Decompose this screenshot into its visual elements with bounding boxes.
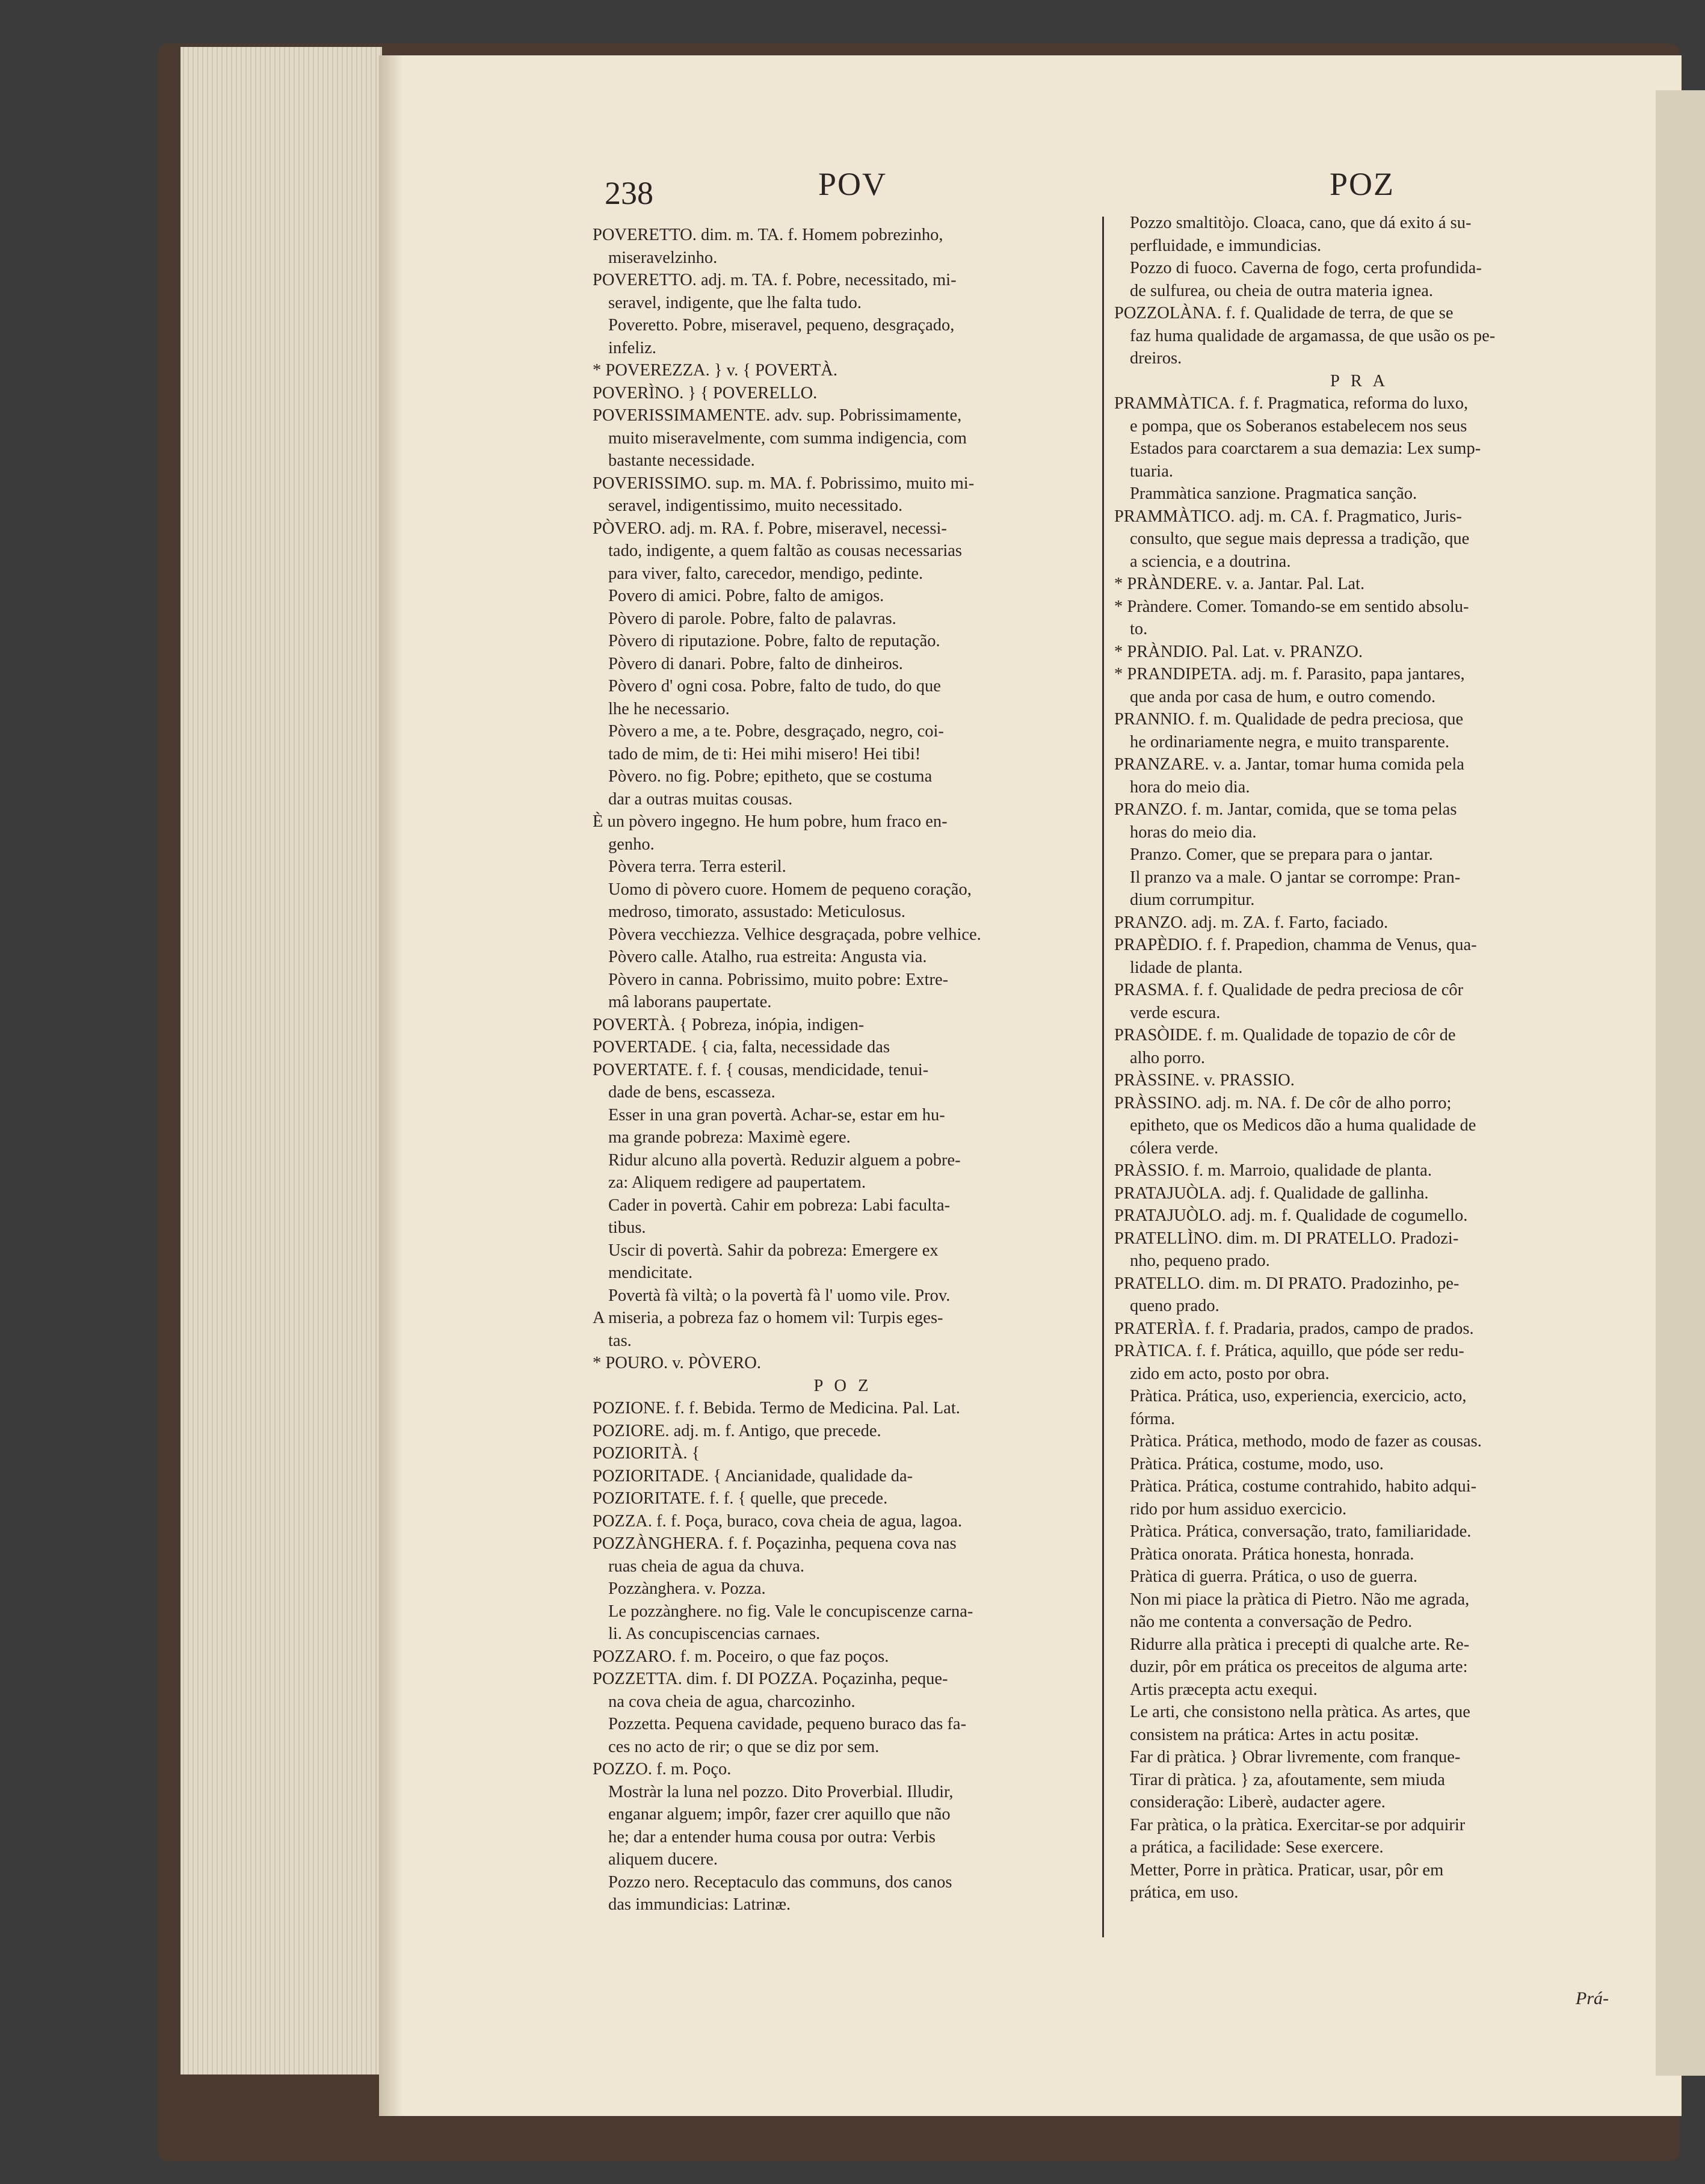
entry-line: Metter, Porre in pràtica. Praticar, usar, pôr em [1130,1860,1444,1880]
entry-line: não me contenta a conversação de Pedro. [1130,1612,1413,1631]
entry-line: tas. [608,1331,632,1350]
entry-line: PRÀSSIO. f. m. Marroio, qualidade de planta. [1114,1161,1432,1180]
entry-line: li. As concupiscencias carnaes. [608,1624,821,1643]
entry-line: Pòvero in canna. Pobrissimo, muito pobre: Extre- [608,970,949,989]
entry-line: ruas cheia de agua da chuva. [608,1556,804,1576]
entry-line: consulto, que segue mais depressa a tradição, que [1130,529,1470,548]
entry-line: alho porro. [1130,1048,1206,1067]
entry-line: Povero di amici. Pobre, falto de amigos. [608,587,884,605]
entry-line: Ridur alcuno alla povertà. Reduzir alguem a pobre- [608,1150,961,1170]
entry-line: * POURO. v. PÒVERO. [593,1354,762,1372]
entry-line: nho, pequeno prado. [1130,1251,1270,1270]
entry-line: to. [1130,620,1148,638]
left-column [593,224,1093,1916]
entry-line: * PRÀNDERE. v. a. Jantar. Pal. Lat. [1114,575,1365,593]
entry-line: POVERÌNO. } { POVERELLO. [593,383,818,403]
entry-line: muito miseravelmente, com summa indigencia, com [608,428,967,448]
entry-line: das immundicias: Latrinæ. [608,1895,791,1914]
entry-line: PRATELLO. dim. m. DI PRATO. Pradozinho, pe- [1114,1274,1460,1293]
entry-line: Le arti, che consistono nella pràtica. As artes, que [1130,1703,1470,1721]
entry-line: Esser in una gran povertà. Achar-se, estar em hu- [608,1105,945,1124]
entry-line: Estados para coarctarem a sua demazia: Lex sump- [1130,439,1481,458]
entry-line: cólera verde. [1130,1138,1219,1158]
entry-line: POVERETTO. adj. m. TA. f. Pobre, necessitado, mi- [593,271,957,289]
entry-line: miseravelzinho. [608,248,718,267]
entry-line: consistem na prática: Artes in actu positæ. [1130,1725,1419,1744]
entry-line: POZZOLÀNA. f. f. Qualidade de terra, de que se [1114,304,1454,322]
right-column [1114,212,1605,1904]
entry-line: P O Z [813,1376,872,1395]
entry-line: POZIORITADE. { Ancianidade, qualidade da- [593,1466,913,1485]
entry-line: * PRANDIPETA. adj. m. f. Parasito, papa jantares, [1114,665,1465,683]
entry-line: mâ laborans paupertate. [608,993,772,1011]
entry-line: dade de bens, escasseza. [608,1083,775,1102]
entry-line: Uomo di pòvero cuore. Homem de pequeno coração, [608,880,972,899]
entry-line: lidade de planta. [1130,958,1243,977]
entry-line: PRANZO. adj. m. ZA. f. Farto, faciado. [1114,913,1389,932]
entry-line: Pràtica. Prática, conversação, trato, familiaridade. [1130,1522,1472,1541]
entry-line: tibus. [608,1218,646,1237]
entry-line: epitheto, que os Medicos dão a huma qualidade de [1130,1116,1476,1135]
entry-line: * POVEREZZA. } v. { POVERTÀ. [593,361,837,380]
entry-line: È un pòvero ingegno. He hum pobre, hum fraco en- [593,812,948,831]
entry-line: tuaria. [1130,461,1174,481]
entry-line: he ordinariamente negra, e muito transparente. [1130,732,1449,751]
entry-line: Far di pràtica. } Obrar livremente, com franque- [1130,1748,1461,1766]
entry-line: Pràtica di guerra. Prática, o uso de guerra. [1130,1567,1417,1586]
entry-line: duzir, pôr em prática os preceitos de alguma arte: [1130,1658,1468,1676]
entry-line: verde escura. [1130,1003,1221,1022]
entry-line: horas do meio dia. [1130,822,1257,842]
entry-line: POZZA. f. f. Poça, buraco, cova cheia de agua, lagoa. [593,1511,963,1531]
entry-line: zido em acto, posto por obra. [1130,1364,1330,1383]
entry-line: POZIORITATE. f. f. { quelle, que precede. [593,1489,888,1508]
entry-line: POVERETTO. dim. m. TA. f. Homem pobrezinho, [593,226,943,244]
entry-line: POZZÀNGHERA. f. f. Poçazinha, pequena cova nas [593,1534,957,1553]
entry-line: Pòvero d' ogni cosa. Pobre, falto de tudo, do que [608,677,941,696]
entry-line: Il pranzo va a male. O jantar se corrompe: Pran- [1130,868,1461,887]
entry-line: PRATELLÌNO. dim. m. DI PRATELLO. Pradozi- [1114,1229,1459,1248]
entry-line: * Pràndere. Comer. Tomando-se em sentido absolu- [1114,597,1469,616]
entry-line: Pòvera terra. Terra esteril. [608,857,786,876]
entry-line: Pòvero. no fig. Pobre; epitheto, que se costuma [608,767,933,786]
entry-line: PÒVERO. adj. m. RA. f. Pobre, miseravel, necessi- [593,519,947,538]
entry-line: Le pozzànghere. no fig. Vale le concupiscenze carna- [608,1602,973,1621]
entry-line: POZIORITÀ. { [593,1444,700,1463]
entry-line: tado de mim, de ti: Hei mihi misero! Hei tibi! [608,744,921,763]
entry-line: POZZETTA. dim. f. DI POZZA. Poçazinha, peque- [593,1670,948,1688]
entry-line: PRATERÌA. f. f. Pradaria, prados, campo de prados. [1114,1319,1474,1338]
entry-line: za: Aliquem redigere ad paupertatem. [608,1173,866,1192]
entry-line: PRANNIO. f. m. Qualidade de pedra preciosa, que [1114,710,1464,729]
entry-line: dium corrumpitur. [1130,890,1255,909]
entry-line: Pòvero di riputazione. Pobre, falto de reputação. [608,632,940,650]
entry-line: Poveretto. Pobre, miseravel, pequeno, desgraçado, [608,316,955,335]
entry-line: que anda por casa de hum, e outro comendo. [1130,687,1436,706]
entry-line: PRATAJUÒLA. adj. f. Qualidade de gallinha. [1114,1183,1429,1203]
page-gutter [379,55,403,2116]
entry-line: Cader in povertà. Cahir em pobreza: Labi faculta- [608,1195,951,1215]
entry-line: Pòvero di parole. Pobre, falto de palavras. [608,609,896,628]
entry-line: Pràtica. Prática, methodo, modo de fazer as cousas. [1130,1432,1482,1451]
entry-line: e pompa, que os Soberanos estabelecem nos seus [1130,416,1467,436]
entry-line: Mostràr la luna nel pozzo. Dito Proverbial. Illudir, [608,1782,954,1801]
entry-line: lhe he necessario. [608,699,730,718]
entry-line: infeliz. [608,338,656,357]
entry-line: PRÀSSINE. v. PRASSIO. [1114,1071,1295,1090]
page-number: 238 [605,175,653,211]
entry-line: A miseria, a pobreza faz o homem vil: Turpis eges- [593,1309,943,1327]
entry-line: Pràtica. Prática, uso, experiencia, exercicio, acto, [1130,1387,1467,1405]
entry-line: Pozzetta. Pequena cavidade, pequeno buraco das fa- [608,1715,967,1733]
entry-line: seravel, indigente, que lhe falta tudo. [608,293,862,312]
entry-line: Povertà fà viltà; o la povertà fà l' uomo vile. Prov. [608,1286,951,1305]
entry-line: Pozzo smaltitòjo. Cloaca, cano, que dá exito á su- [1130,214,1472,232]
entry-line: POZIONE. f. f. Bebida. Termo de Medicina. Pal. Lat. [593,1399,960,1417]
entry-line: Pozzo nero. Receptaculo das communs, dos canos [608,1872,952,1892]
entry-line: Prammàtica sanzione. Pragmatica sanção. [1130,484,1417,503]
entry-line: PRAMMÀTICO. adj. m. CA. f. Pragmatico, Juris- [1114,507,1462,526]
entry-line: POVERISSIMAMENTE. adv. sup. Pobrissimamente, [593,406,962,425]
facing-page-edge [1656,90,1705,2076]
entry-line: Pràtica. Prática, costume contrahido, habito adqui- [1130,1477,1477,1496]
entry-line: Pòvero a me, a te. Pobre, desgraçado, negro, coi- [608,722,944,741]
entry-line: queno prado. [1130,1297,1219,1315]
entry-line: Pòvero calle. Atalho, rua estreita: Angusta via. [608,948,927,966]
entry-line: POZIORE. adj. m. f. Antigo, que precede. [593,1421,881,1440]
entry-line: POZZARO. f. m. Poceiro, o que faz poços. [593,1647,889,1666]
entry-line: prática, em uso. [1130,1883,1239,1902]
catchword: Prá- [1576,1988,1609,2008]
entry-line: Pòvero di danari. Pobre, falto de dinheiros. [608,654,903,673]
entry-line: para viver, falto, carecedor, mendigo, pedinte. [608,564,923,583]
entry-line: PRASMA. f. f. Qualidade de pedra preciosa de côr [1114,981,1464,999]
entry-line: Far pràtica, o la pràtica. Exercitar-se por adquirir [1130,1815,1466,1834]
entry-line: Pòvera vecchiezza. Velhice desgraçada, pobre velhice. [608,925,981,944]
entry-line: faz huma qualidade de argamassa, de que usão os pe- [1130,326,1496,345]
entry-line: ma grande pobreza: Maximè egere. [608,1128,851,1147]
entry-line: PRATAJUÒLO. adj. m. f. Qualidade de cogumello. [1114,1206,1468,1225]
entry-line: Pràtica. Prática, costume, modo, uso. [1130,1454,1384,1473]
entry-line: POVERTÀ. { Pobreza, inópia, indigen- [593,1015,865,1034]
entry-line: Pràtica onorata. Prática honesta, honrada. [1130,1544,1414,1564]
entry-line: enganar alguem; impôr, fazer crer aquillo que não [608,1805,951,1824]
page-edges [180,47,382,2074]
entry-line: genho. [608,834,655,854]
column-divider [1102,217,1104,1937]
entry-line: PRANZO. f. m. Jantar, comida, que se toma pelas [1114,800,1457,819]
entry-line: perfluidade, e immundicias. [1130,236,1322,255]
entry-line: hora do meio dia. [1130,777,1250,797]
entry-line: Non mi piace la pràtica di Pietro. Não me agrada, [1130,1590,1470,1609]
entry-line: consideração: Liberè, audacter agere. [1130,1793,1386,1812]
entry-line: rido por hum assiduo exercicio. [1130,1499,1347,1519]
right-running-head: POZ [1330,166,1395,202]
entry-line: PRÀTICA. f. f. Prática, aquillo, que póde ser redu- [1114,1342,1464,1360]
entry-line: Pranzo. Comer, que se prepara para o jantar. [1130,845,1433,864]
entry-line: aliquem ducere. [608,1850,718,1869]
entry-line: seravel, indigentissimo, muito necessitado. [608,496,903,515]
entry-line: mendicitate. [608,1263,693,1282]
entry-line: Uscir di povertà. Sahir da pobreza: Emergere ex [608,1241,939,1260]
entry-line: a sciencia, e a doutrina. [1130,552,1291,571]
entry-line: P R A [1330,371,1389,390]
entry-line: tado, indigente, a quem faltão as cousas necessarias [608,541,962,560]
entry-line: Pozzànghera. v. Pozza. [608,1579,766,1598]
entry-line: Tirar di pràtica. } za, afoutamente, sem miuda [1130,1770,1445,1789]
entry-line: PRÀSSINO. adj. m. NA. f. De côr de alho porro; [1114,1093,1452,1112]
entry-line: de sulfurea, ou cheia de outra materia ignea. [1130,281,1434,300]
entry-line: dar a outras muitas cousas. [608,789,793,809]
entry-line: Pozzo di fuoco. Caverna de fogo, certa profundida- [1130,259,1482,277]
entry-line: POVERISSIMO. sup. m. MA. f. Pobrissimo, muito mi- [593,474,975,493]
entry-line: bastante necessidade. [608,451,755,470]
entry-line: na cova cheia de agua, charcozinho. [608,1692,856,1711]
entry-line: * PRÀNDIO. Pal. Lat. v. PRANZO. [1114,642,1363,661]
entry-line: PRASÒIDE. f. m. Qualidade de topazio de côr de [1114,1026,1456,1044]
entry-line: medroso, timorato, assustado: Meticulosus. [608,902,905,921]
entry-line: PRAMMÀTICA. f. f. Pragmatica, reforma do luxo, [1114,394,1469,413]
left-running-head: POV [818,166,887,202]
entry-line: dreiros. [1130,349,1182,368]
entry-line: PRANZARE. v. a. Jantar, tomar huma comida pela [1114,755,1464,774]
entry-line: PRAPÈDIO. f. f. Prapedion, chamma de Venus, qua- [1114,936,1477,954]
entry-line: ces no acto de rir; o que se diz por sem. [608,1737,880,1756]
entry-line: POVERTADE. { cia, falta, necessidade das [593,1038,890,1057]
entry-line: he; dar a entender huma cousa por outra: Verbis [608,1827,936,1846]
entry-line: fórma. [1130,1409,1176,1428]
entry-line: a prática, a facilidade: Sese exercere. [1130,1838,1384,1857]
entry-line: Ridurre alla pràtica i precepti di qualche arte. Re- [1130,1635,1470,1654]
entry-line: POVERTATE. f. f. { cousas, mendicidade, tenui- [593,1060,929,1079]
entry-line: POZZO. f. m. Poço. [593,1760,732,1778]
entry-line: Artis præcepta actu exequi. [1130,1680,1318,1699]
